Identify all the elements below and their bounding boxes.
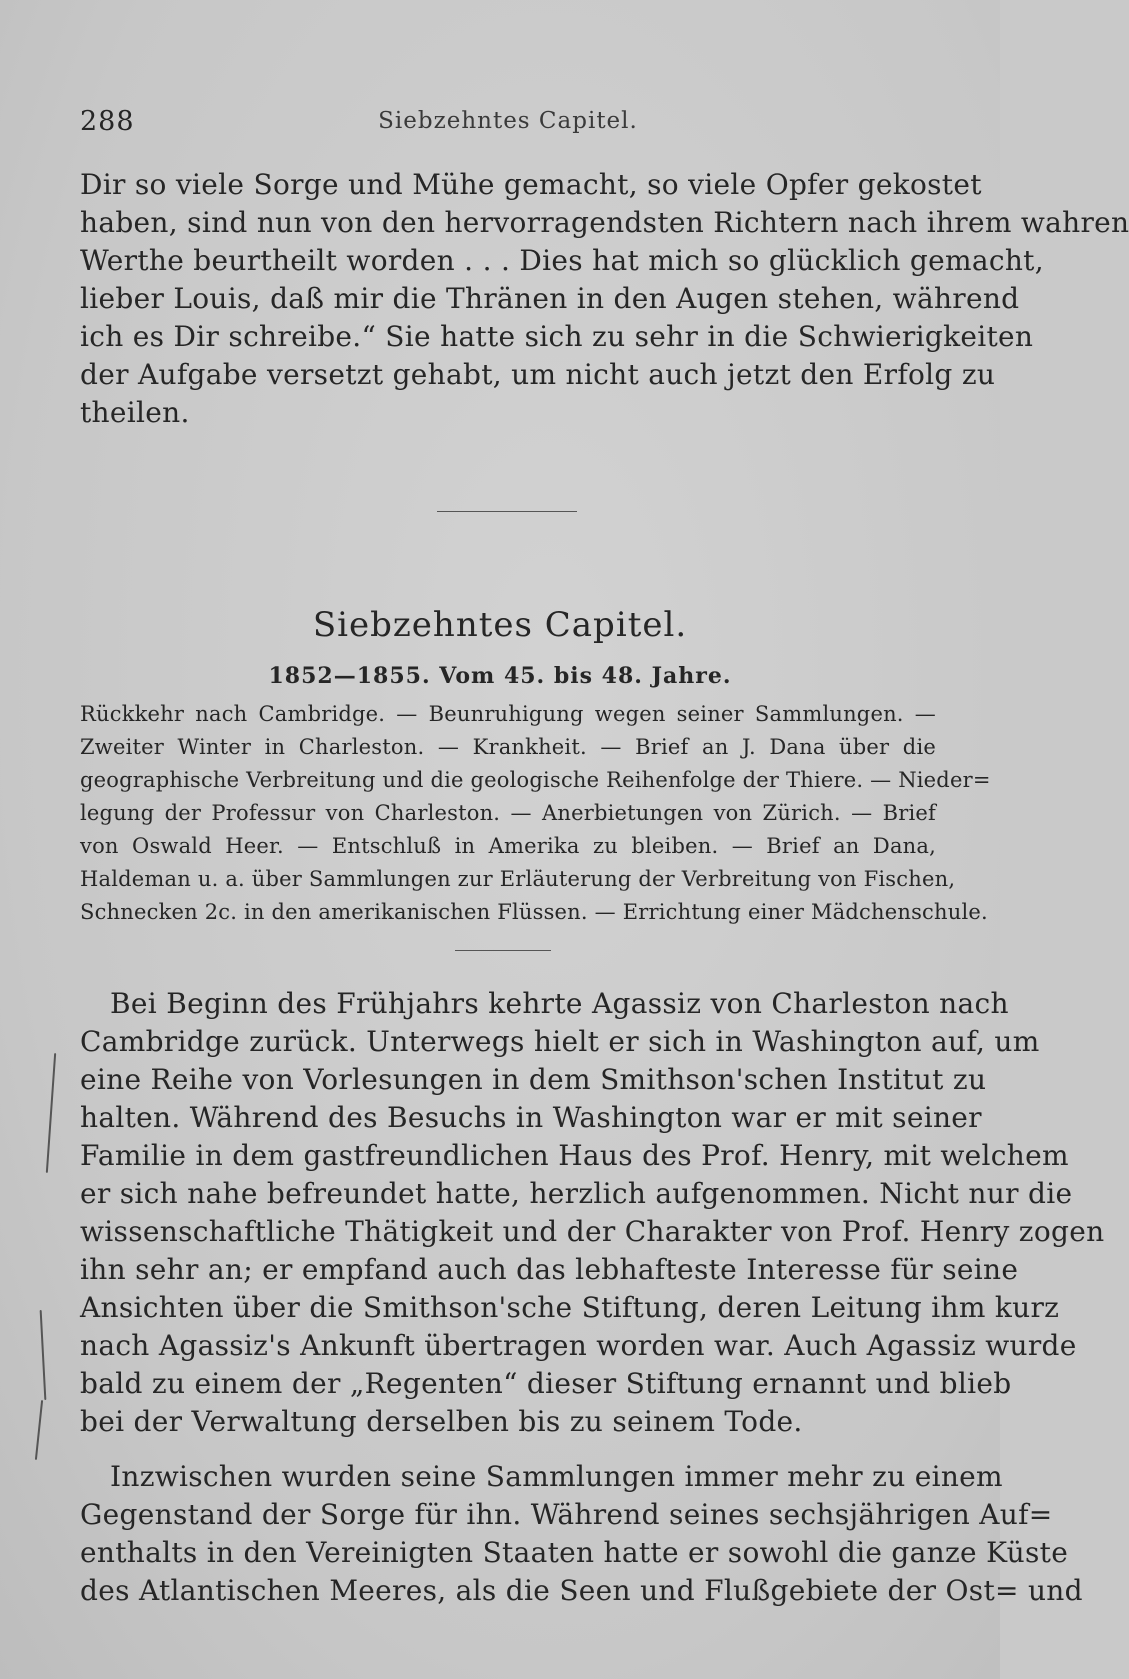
chapter-title: Siebzehntes Capitel. xyxy=(312,605,688,645)
paragraph-3 xyxy=(80,1458,1083,1610)
text-line: Gegenstand der Sorge für ihn. Während seines sechsjährigen Auf= xyxy=(80,1498,1053,1531)
text-line: der Aufgabe versetzt gehabt, um nicht auch jetzt den Erfolg zu xyxy=(80,358,996,391)
margin-pencil-mark xyxy=(35,1400,43,1460)
summary-divider xyxy=(455,950,551,951)
text-line: Familie in dem gastfreundlichen Haus des Prof. Henry, mit welchem xyxy=(80,1139,1069,1172)
text-line: lieber Louis, daß mir die Thränen in den Augen stehen, während xyxy=(80,282,1020,315)
text-line: Ansichten über die Smithson'sche Stiftung, deren Leitung ihm kurz xyxy=(80,1291,1060,1324)
summary-line: Rückkehr nach Cambridge. — Beunruhigung wegen seiner Sammlungen. — xyxy=(80,702,936,726)
text-line: des Atlantischen Meeres, als die Seen und Flußgebiete der Ost= und xyxy=(80,1574,1083,1607)
text-line: Inzwischen wurden seine Sammlungen immer mehr zu einem xyxy=(110,1460,1003,1493)
summary-line: Schnecken 2c. in den amerikanischen Flüssen. — Errichtung einer Mädchenschule. xyxy=(80,900,988,924)
text-line: bei der Verwaltung derselben bis zu seinem Tode. xyxy=(80,1405,803,1438)
text-line: wissenschaftliche Thätigkeit und der Charakter von Prof. Henry zogen xyxy=(80,1215,1105,1248)
summary-line: von Oswald Heer. — Entschluß in Amerika zu bleiben. — Brief an Dana, xyxy=(80,834,936,858)
text-line: haben, sind nun von den hervorragendsten Richtern nach ihrem wahren xyxy=(80,206,1129,239)
text-line: Bei Beginn des Frühjahrs kehrte Agassiz von Charleston nach xyxy=(110,987,1009,1020)
text-line: er sich nahe befreundet hatte, herzlich aufgenommen. Nicht nur die xyxy=(80,1177,1073,1210)
text-line: ihn sehr an; er empfand auch das lebhafteste Interesse für seine xyxy=(80,1253,1019,1286)
text-line: bald zu einem der „Regenten“ dieser Stiftung ernannt und blieb xyxy=(80,1367,1012,1400)
margin-pencil-mark xyxy=(40,1310,47,1400)
text-line: eine Reihe von Vorlesungen in dem Smithson'schen Institut zu xyxy=(80,1063,987,1096)
text-line: Cambridge zurück. Unterwegs hielt er sich in Washington auf, um xyxy=(80,1025,1040,1058)
text-line: Dir so viele Sorge und Mühe gemacht, so viele Opfer gekostet xyxy=(80,168,982,201)
text-line: nach Agassiz's Ankunft übertragen worden war. Auch Agassiz wurde xyxy=(80,1329,1077,1362)
chapter-summary xyxy=(80,698,991,929)
summary-line: Zweiter Winter in Charleston. — Krankheit. — Brief an J. Dana über die xyxy=(80,735,936,759)
page-number: 288 xyxy=(80,106,135,137)
summary-line: Haldeman u. a. über Sammlungen zur Erläuterung der Verbreitung von Fischen, xyxy=(80,867,956,891)
section-divider xyxy=(437,511,577,512)
paragraph-1 xyxy=(80,166,1129,432)
running-head: Siebzehntes Capitel. xyxy=(378,108,638,134)
text-line: enthalts in den Vereinigten Staaten hatte er sowohl die ganze Küste xyxy=(80,1536,1069,1569)
text-line: Werthe beurtheilt worden . . . Dies hat mich so glücklich gemacht, xyxy=(80,244,1044,277)
paragraph-2 xyxy=(80,985,1105,1441)
text-line: theilen. xyxy=(80,396,190,429)
summary-line: legung der Professur von Charleston. — Anerbietungen von Zürich. — Brief xyxy=(80,801,936,825)
page-header xyxy=(80,106,936,142)
margin-pencil-mark xyxy=(46,1053,56,1173)
summary-line: geographische Verbreitung und die geologische Reihenfolge der Thiere. — Nieder= xyxy=(80,768,991,792)
text-line: halten. Während des Besuchs in Washington war er mit seiner xyxy=(80,1101,982,1134)
chapter-years: 1852—1855. Vom 45. bis 48. Jahre. xyxy=(268,663,732,689)
text-line: ich es Dir schreibe.“ Sie hatte sich zu sehr in die Schwierigkeiten xyxy=(80,320,1034,353)
